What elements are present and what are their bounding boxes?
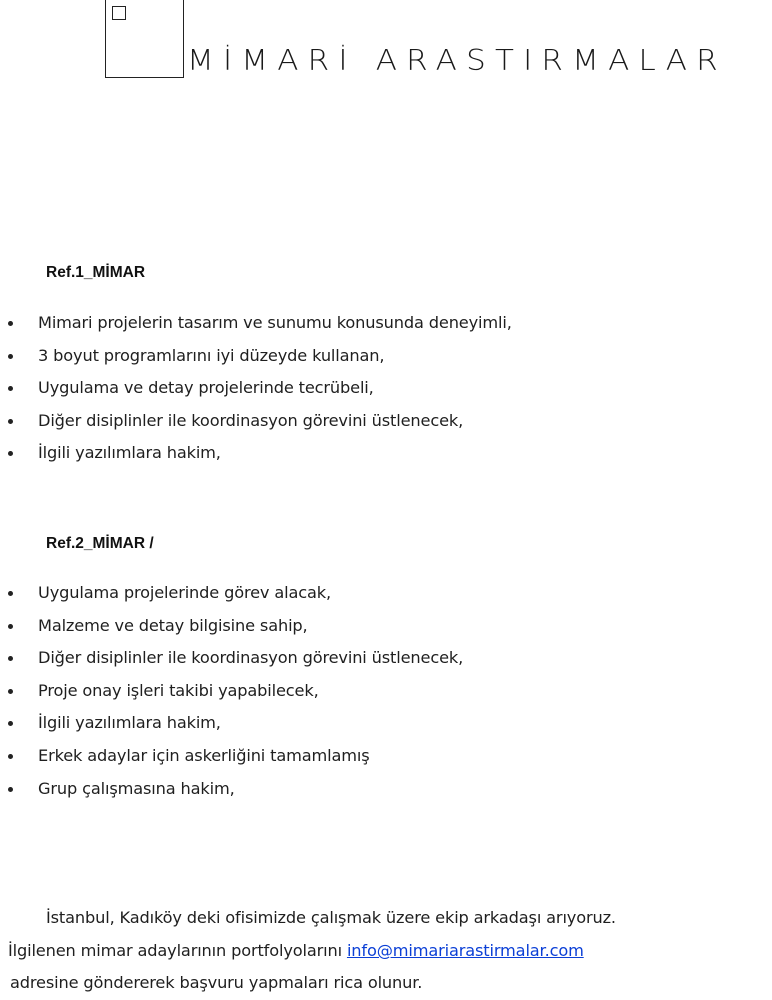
- bullet-icon: [8, 656, 13, 661]
- list-item: [0, 710, 760, 743]
- ref2-requirements-list: [0, 580, 760, 808]
- footer-apply-line: [8, 940, 584, 962]
- bullet-icon: [8, 721, 13, 726]
- list-item-text: Uygulama projelerinde görev alacak,: [38, 583, 331, 602]
- bullet-icon: [8, 591, 13, 596]
- footer-intro-text: İstanbul, Kadıköy deki ofisimizde çalışmak üzere ekip arkadaşı arıyoruz.: [46, 908, 616, 927]
- list-item-text: Diğer disiplinler ile koordinasyon görevini üstlenecek,: [38, 648, 464, 668]
- list-item-text: Proje onay işleri takibi yapabilecek,: [38, 680, 319, 700]
- bullet-icon: [8, 689, 13, 694]
- ref1-requirements-list: [0, 310, 760, 473]
- footer-apply-text: İlgilenen mimar adaylarının portfolyolarını: [8, 941, 347, 960]
- list-item: [0, 776, 760, 809]
- bullet-icon: [8, 624, 13, 629]
- list-item: [0, 645, 760, 678]
- ref1-title: Ref.1_MİMAR: [46, 264, 146, 281]
- list-item-text: Erkek adaylar için askerliğini tamamlamış: [38, 745, 370, 765]
- bullet-icon: [8, 419, 13, 424]
- bullet-icon: [8, 354, 13, 359]
- list-item: [0, 375, 760, 408]
- list-item-text: İlgili yazılımlara hakim,: [38, 713, 221, 733]
- bullet-icon: [8, 321, 13, 326]
- list-item-text: Diğer disiplinler ile koordinasyon görevini üstlenecek,: [38, 410, 464, 430]
- bullet-icon: [8, 451, 13, 456]
- logo-frame: [105, 0, 184, 78]
- list-item-text: Mimari projelerin tasarım ve sunumu konusunda deneyimli,: [38, 313, 512, 332]
- bullet-icon: [8, 386, 13, 391]
- email-link[interactable]: info@mimariarastirmalar.com: [346, 941, 584, 960]
- ref2-title: Ref.2_MİMAR /: [46, 535, 154, 552]
- footer-closing-text: adresine göndererek başvuru yapmaları rica olunur.: [10, 973, 423, 992]
- logo: [0, 0, 772, 90]
- bullet-icon: [8, 754, 13, 759]
- list-item-text: Malzeme ve detay bilgisine sahip,: [38, 615, 308, 635]
- list-item: [0, 310, 760, 343]
- list-item: [0, 408, 760, 441]
- list-item: [0, 613, 760, 646]
- logo-wordmark: MİMARİ ARASTIRMALAR: [187, 44, 727, 78]
- list-item: [0, 743, 760, 776]
- list-item-text: Grup çalışmasına hakim,: [38, 778, 235, 798]
- list-item: [0, 343, 760, 376]
- list-item: [0, 678, 760, 711]
- list-item-text: İlgili yazılımlara hakim,: [38, 443, 221, 463]
- list-item: [0, 580, 760, 613]
- list-item: [0, 440, 760, 473]
- bullet-icon: [8, 787, 13, 792]
- list-item-text: 3 boyut programlarını iyi düzeyde kullanan,: [38, 345, 385, 365]
- list-item-text: Uygulama ve detay projelerinde tecrübeli,: [38, 378, 374, 398]
- logo-square-icon: [112, 6, 126, 20]
